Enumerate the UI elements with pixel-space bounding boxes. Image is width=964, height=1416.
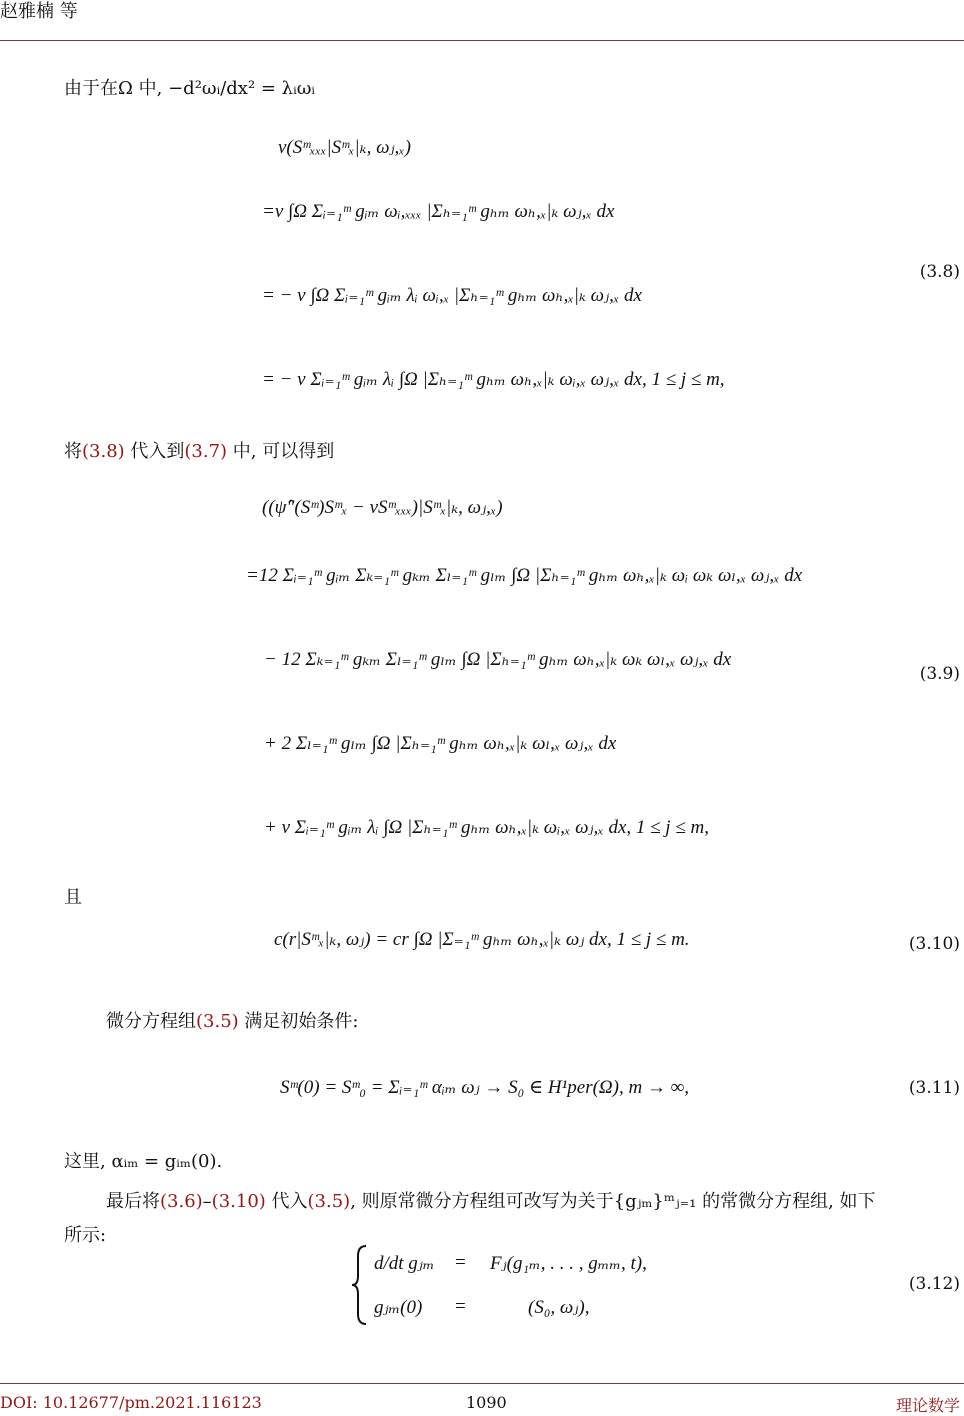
paragraph-substitute — [64, 440, 334, 464]
running-header-author: 赵雅楠 等 — [0, 1, 78, 22]
text-segment: , 则原常微分方程组可改写为关于{gⱼₘ}ᵐⱼ₌₁ 的常微分方程组, 如下 — [350, 1191, 876, 1212]
ref-link-3-5[interactable]: (3.5) — [196, 1011, 239, 1032]
eq38-line2: =ν ∫Ω Σᵢ₌₁ᵐ gᵢₘ ωᵢ,ₓₓₓ |Σₕ₌₁ᵐ gₕₘ ωₕ,ₓ|ₖ ωⱼ,ₓ dx — [262, 201, 615, 222]
eq39-line2: =12 Σᵢ₌₁ᵐ gᵢₘ Σₖ₌₁ᵐ gₖₘ Σₗ₌₁ᵐ gₗₘ ∫Ω |Σₕ₌₁ᵐ gₕₘ ωₕ,ₓ|ₖ ωᵢ ωₖ ωₗ,ₓ ωⱼ,ₓ dx — [246, 565, 803, 586]
paragraph-final-line2: 所示: — [64, 1225, 107, 1246]
ref-link-3-7[interactable]: (3.7) — [184, 441, 228, 462]
footer-rule — [0, 1383, 964, 1384]
eq312-row2-eq: = — [455, 1296, 466, 1317]
eq310-line: c(r|Sᵐₓ|ₖ, ωⱼ) = cr ∫Ω |Σ₌₁ᵐ gₕₘ ωₕ,ₓ|ₖ ωⱼ dx, 1 ≤ j ≤ m. — [274, 929, 690, 950]
eq312-row1-rhs: Fⱼ(g₁ₘ, . . . , gₘₘ, t), — [490, 1253, 647, 1274]
text-segment: – — [202, 1191, 212, 1212]
ref-link-3-8[interactable]: (3.8) — [82, 441, 125, 462]
brace-icon — [350, 1244, 370, 1326]
eq312-row1-lhs: d/dt gⱼₘ — [374, 1253, 435, 1274]
text-segment: 微分方程组 — [106, 1011, 196, 1032]
eq38-line4: = − ν Σᵢ₌₁ᵐ gᵢₘ λᵢ ∫Ω |Σₕ₌₁ᵐ gₕₘ ωₕ,ₓ|ₖ ωᵢ,ₓ ωⱼ,ₓ dx, 1 ≤ j ≤ m, — [262, 369, 725, 390]
header-rule — [0, 40, 964, 41]
eq39-line1: ((ψ̂″(Sᵐ)Sᵐₓ − νSᵐₓₓₓ)|Sᵐₓ|ₖ, ωⱼ,ₓ) — [262, 497, 503, 518]
left-brace — [350, 1244, 370, 1326]
eq312-row1-eq: = — [455, 1252, 466, 1273]
paragraph-initial-conditions — [106, 1010, 358, 1034]
paragraph-here: 这里, αᵢₘ = gᵢₘ(0). — [64, 1151, 223, 1172]
page-number: 1090 — [466, 1393, 507, 1412]
eq39-line3: − 12 Σₖ₌₁ᵐ gₖₘ Σₗ₌₁ᵐ gₗₘ ∫Ω |Σₕ₌₁ᵐ gₕₘ ωₕ,ₓ|ₖ ωₖ ωₗ,ₓ ωⱼ,ₓ dx — [264, 649, 732, 670]
equation-number-3-8: (3.8) — [919, 262, 960, 282]
text-segment: 代入到 — [124, 441, 185, 462]
equation-number-3-11: (3.11) — [908, 1078, 960, 1098]
text-segment: 中, 可以得到 — [227, 441, 335, 462]
eq39-line4: + 2 Σₗ₌₁ᵐ gₗₘ ∫Ω |Σₕ₌₁ᵐ gₕₘ ωₕ,ₓ|ₖ ωₗ,ₓ ωⱼ,ₓ dx — [264, 733, 617, 754]
equation-number-3-9: (3.9) — [919, 664, 960, 684]
journal-name[interactable]: 理论数学 — [895, 1396, 960, 1415]
paragraph-and: 且 — [64, 887, 82, 908]
equation-number-3-12: (3.12) — [908, 1274, 960, 1294]
eq312-row2-rhs: (S₀, ωⱼ), — [528, 1297, 590, 1318]
eq38-line1: ν(Sᵐₓₓₓ|Sᵐₓ|ₖ, ωⱼ,ₓ) — [278, 137, 411, 158]
paragraph-intro: 由于在Ω 中, −d²ωᵢ/dx² = λᵢωᵢ — [64, 78, 316, 99]
text-segment: 将 — [64, 441, 82, 462]
eq39-line5: + ν Σᵢ₌₁ᵐ gᵢₘ λᵢ ∫Ω |Σₕ₌₁ᵐ gₕₘ ωₕ,ₓ|ₖ ωᵢ,ₓ ωⱼ,ₓ dx, 1 ≤ j ≤ m, — [264, 817, 709, 838]
ref-link-3-6[interactable]: (3.6) — [160, 1191, 203, 1212]
ref-link-3-10[interactable]: (3.10) — [211, 1191, 266, 1212]
text-segment: 满足初始条件: — [238, 1011, 359, 1032]
doi-link[interactable]: DOI: 10.12677/pm.2021.116123 — [0, 1393, 262, 1412]
equation-number-3-10: (3.10) — [908, 934, 960, 954]
paragraph-final — [106, 1190, 962, 1214]
ref-link-3-5b[interactable]: (3.5) — [307, 1191, 351, 1212]
text-segment: 最后将 — [106, 1191, 160, 1212]
eq38-line3: = − ν ∫Ω Σᵢ₌₁ᵐ gᵢₘ λᵢ ωᵢ,ₓ |Σₕ₌₁ᵐ gₕₘ ωₕ,ₓ|ₖ ωⱼ,ₓ dx — [262, 285, 642, 306]
eq312-row2-lhs: gⱼₘ(0) — [374, 1297, 423, 1318]
eq311-line: Sᵐ(0) = Sᵐ₀ = Σᵢ₌₁ᵐ αᵢₘ ωⱼ → S₀ ∈ H¹per(Ω), m → ∞, — [280, 1077, 689, 1098]
text-segment: 代入 — [265, 1191, 308, 1212]
